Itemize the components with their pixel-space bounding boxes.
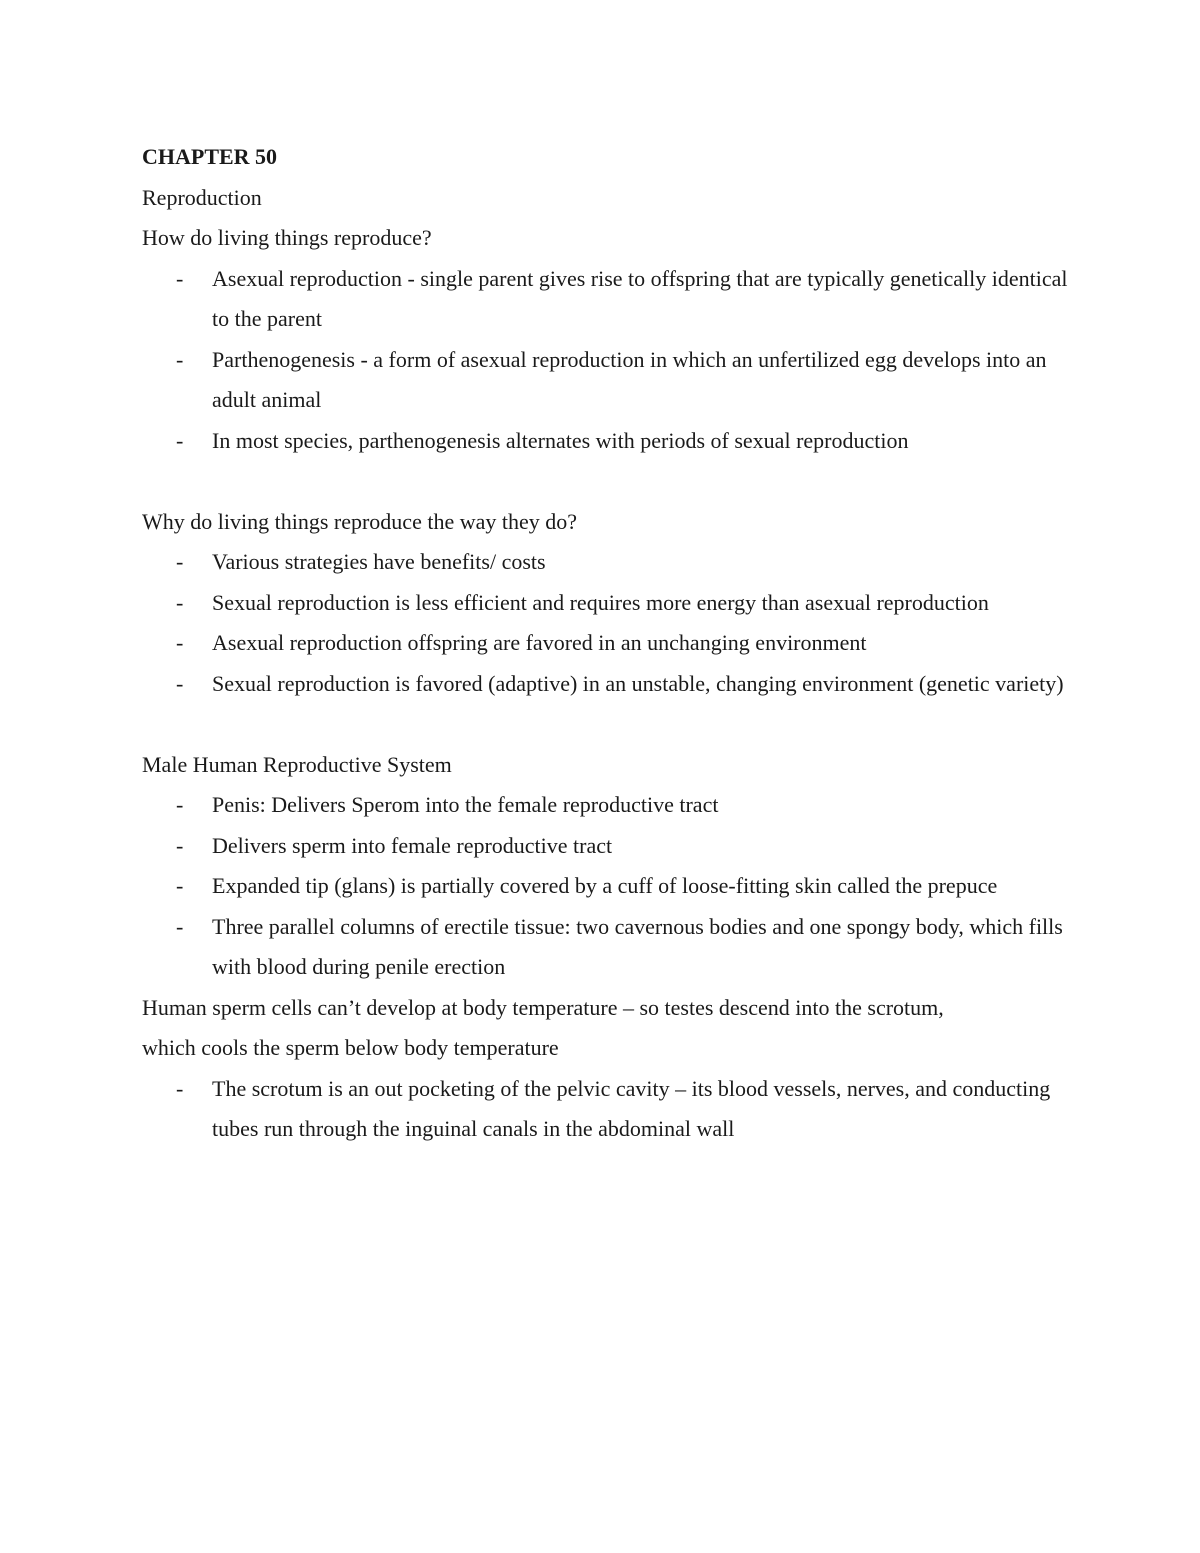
list-item xyxy=(142,866,1072,907)
bullet-list xyxy=(142,1069,1072,1150)
document-body xyxy=(142,137,1072,1150)
document-subtitle: Reproduction xyxy=(142,184,262,210)
dash-bullet: - xyxy=(176,873,184,898)
blank-line xyxy=(142,461,1072,502)
list-item-text: Expanded tip (glans) is partially covered by a cuff of loose-fitting skin called the prepuce xyxy=(212,873,998,898)
list-item xyxy=(142,340,1072,421)
list-item xyxy=(142,826,1072,867)
section-heading: How do living things reproduce? xyxy=(142,225,432,250)
paragraph-line: Human sperm cells can’t develop at body temperature – so testes descend into the scrotum, xyxy=(142,994,944,1020)
dash-bullet: - xyxy=(176,589,184,615)
dash-bullet: - xyxy=(176,832,184,858)
dash-bullet: - xyxy=(176,1075,184,1101)
dash-bullet: - xyxy=(176,792,184,817)
dash-bullet: - xyxy=(176,630,184,655)
list-item-text: Asexual reproduction offspring are favored in an unchanging environment xyxy=(212,630,867,655)
list-item xyxy=(142,623,1072,664)
list-item xyxy=(142,259,1072,340)
list-item xyxy=(142,664,1072,705)
bullet-list xyxy=(142,259,1072,462)
list-item-text: Delivers sperm into female reproductive tract xyxy=(212,832,613,858)
list-item-text: The scrotum is an out pocketing of the pelvic cavity – its blood vessels, nerves, and conducting tubes run through the inguinal canals in the abdominal wall xyxy=(212,1075,1051,1141)
chapter-title: CHAPTER 50 xyxy=(142,144,278,169)
list-item xyxy=(142,1069,1072,1150)
list-item-text: Penis: Delivers Sperom into the female reproductive tract xyxy=(212,792,719,817)
list-item xyxy=(142,583,1072,624)
list-item xyxy=(142,785,1072,826)
list-item xyxy=(142,542,1072,583)
list-item-text: Asexual reproduction - single parent gives rise to offspring that are typically genetically identical to the parent xyxy=(212,265,1068,331)
dash-bullet: - xyxy=(176,346,184,372)
section-heading: Why do living things reproduce the way they do? xyxy=(142,508,578,534)
dash-bullet: - xyxy=(176,549,184,574)
bullet-list xyxy=(142,785,1072,988)
list-item-text: Sexual reproduction is less efficient and requires more energy than asexual reproduction xyxy=(212,589,989,615)
list-item-text: Parthenogenesis - a form of asexual reproduction in which an unfertilized egg develops into an adult animal xyxy=(212,346,1047,412)
section-heading: Male Human Reproductive System xyxy=(142,751,452,777)
list-item-text: In most species, parthenogenesis alternates with periods of sexual reproduction xyxy=(212,427,909,453)
list-item-text: Various strategies have benefits/ costs xyxy=(212,549,546,574)
blank-line xyxy=(142,704,1072,745)
paragraph-line: which cools the sperm below body temperature xyxy=(142,1035,559,1060)
list-item xyxy=(142,421,1072,462)
bullet-list xyxy=(142,542,1072,704)
dash-bullet: - xyxy=(176,427,184,453)
list-item xyxy=(142,907,1072,988)
dash-bullet: - xyxy=(176,670,184,696)
dash-bullet: - xyxy=(176,265,184,291)
dash-bullet: - xyxy=(176,913,184,939)
list-item-text: Sexual reproduction is favored (adaptive) in an unstable, changing environment (genetic variety) xyxy=(212,670,1064,696)
list-item-text: Three parallel columns of erectile tissue: two cavernous bodies and one spongy body, which fills with blood during penile erection xyxy=(212,913,1063,979)
